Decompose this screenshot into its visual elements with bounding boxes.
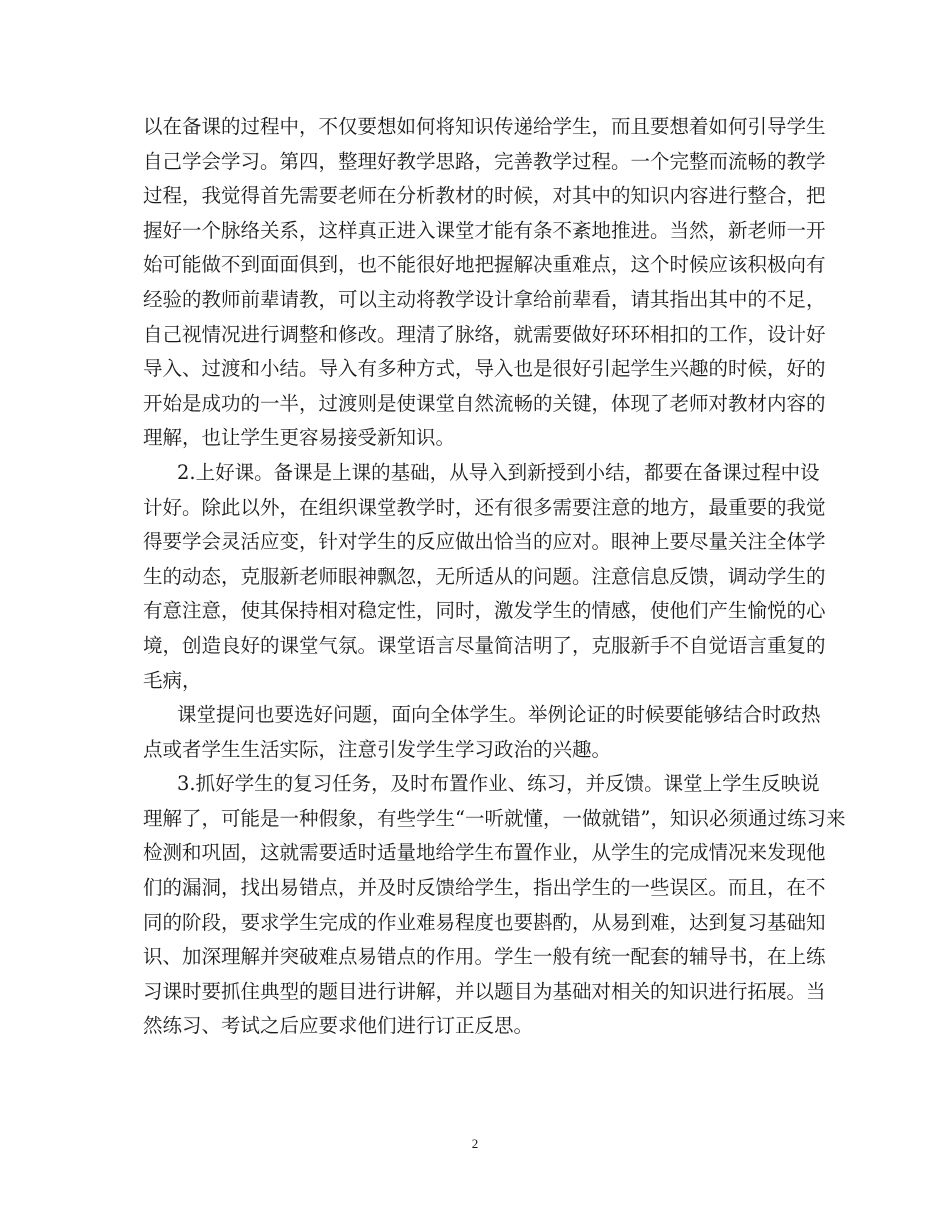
page-number: 2 (471, 1136, 479, 1151)
text-line: 自己视情况进行调整和修改。理清了脉络，就需要做好环环相扣的工作，设计好 (143, 322, 826, 346)
text-line: 计好。除此以外，在组织课堂教学时，还有很多需要注意的地方，最重要的我觉 (143, 495, 826, 519)
text-line: 2.上好课。备课是上课的基础，从导入到新授到小结，都要在备课过程中设 (177, 460, 820, 484)
text-line: 得要学会灵活应变，针对学生的反应做出恰当的应对。眼神上要尽量关注全体学 (143, 530, 826, 554)
text-line: 3.抓好学生的复习任务，及时布置作业、练习，并反馈。课堂上学生反映说 (177, 772, 820, 796)
text-line: 理解了，可能是一种假象，有些学生“一听就懂，一做就错”，知识必须通过练习来 (143, 806, 846, 830)
text-line: 理解，也让学生更容易接受新知识。 (143, 426, 456, 450)
text-line: 点或者学生生活实际，注意引发学生学习政治的兴趣。 (143, 737, 612, 761)
text-line: 有意注意，使其保持相对稳定性，同时，激发学生的情感，使他们产生愉悦的心 (143, 599, 826, 623)
text-line: 然练习、考试之后应要求他们进行订正反思。 (143, 1014, 534, 1038)
text-line: 同的阶段，要求学生完成的作业难易程度也要斟酌，从易到难，达到复习基础知 (143, 910, 826, 934)
text-line: 毛病， (143, 668, 202, 692)
text-line: 识、加深理解并突破难点易错点的作用。学生一般有统一配套的辅导书，在上练 (143, 945, 826, 969)
text-line: 检测和巩固，这就需要适时适量地给学生布置作业，从学生的完成情况来发现他 (143, 841, 826, 865)
text-line: 导入、过渡和小结。导入有多种方式，导入也是很好引起学生兴趣的时候，好的 (143, 357, 826, 381)
text-line: 始可能做不到面面俱到，也不能很好地把握解决重难点，这个时候应该积极向有 (143, 253, 826, 277)
text-line: 境，创造良好的课堂气氛。课堂语言尽量简洁明了，克服新手不自觉语言重复的 (143, 633, 826, 657)
text-line: 自己学会学习。第四，整理好教学思路，完善教学过程。一个完整而流畅的教学 (143, 149, 826, 173)
text-line: 以在备课的过程中，不仅要想如何将知识传递给学生，而且要想着如何引导学生 (143, 115, 826, 138)
text-line: 开始是成功的一半，过渡则是使课堂自然流畅的关键，体现了老师对教材内容的 (143, 391, 826, 415)
text-line: 经验的教师前辈请教，可以主动将教学设计拿给前辈看，请其指出其中的不足， (143, 287, 826, 311)
text-line: 习课时要抓住典型的题目进行讲解，并以题目为基础对相关的知识进行拓展。当 (143, 979, 826, 1003)
text-line: 课堂提问也要选好问题，面向全体学生。举例论证的时候要能够结合时政热 (177, 703, 821, 727)
text-line: 过程，我觉得首先需要老师在分析教材的时候，对其中的知识内容进行整合，把 (143, 184, 826, 208)
body-text (143, 110, 846, 1044)
text-line: 生的动态，克服新老师眼神飘忽，无所适从的问题。注意信息反馈，调动学生的 (143, 564, 826, 588)
text-line: 握好一个脉络关系，这样真正进入课堂才能有条不紊地推进。当然，新老师一开 (143, 218, 826, 242)
text-line: 们的漏洞，找出易错点，并及时反馈给学生，指出学生的一些误区。而且，在不 (143, 876, 826, 900)
